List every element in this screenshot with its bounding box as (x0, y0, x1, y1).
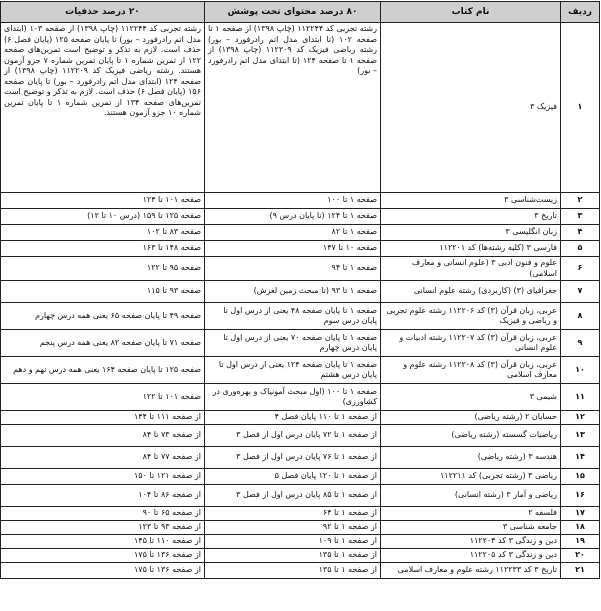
covered-content-cell: از صفحه ۱ تا ۹۲ (205, 521, 381, 535)
row-number-cell: ۱۵ (561, 469, 600, 485)
removed-content-cell: از صفحه ۷۷ تا ۸۴ (1, 447, 205, 469)
book-name-cell: ریاضی و آمار ۳ (رشته انسانی) (381, 485, 561, 507)
book-name-cell: دین و زندگی ۳ کد ۱۱۲۲۰۵ (381, 549, 561, 563)
removed-content-cell: از صفحه ۸۶ تا ۱۰۴ (1, 485, 205, 507)
book-name-cell: فلسفه ۲ (381, 507, 561, 521)
covered-content-cell: صفحه ۱ تا پایان صفحه ۷۰ یعنی از درس اول تا پایان درس چهارم (205, 330, 381, 357)
removed-content-cell: از صفحه ۶۵ تا ۹۰ (1, 507, 205, 521)
table-row (1, 257, 600, 281)
book-name-cell: علوم و فنون ادبی ۳ (علوم انسانی و معارف اسلامی) (381, 257, 561, 281)
book-name-cell: دین و زندگی ۳ کد ۱۱۲۲۰۴ (381, 535, 561, 549)
row-number-cell: ۱۸ (561, 521, 600, 535)
row-number-cell: ۱۷ (561, 507, 600, 521)
removed-content-cell: از صفحه ۹۳ تا ۱۲۳ (1, 521, 205, 535)
book-name-cell: تاریخ ۳ (381, 209, 561, 225)
row-number-cell: ۵ (561, 241, 600, 257)
table-row (1, 485, 600, 507)
covered-content-cell: از صفحه ۱ تا ۱۱۰ پایان فصل ۴ (205, 411, 381, 425)
covered-content-cell: از صفحه ۱ تا ۶۴ (205, 507, 381, 521)
covered-content-cell: از صفحه ۱ تا ۸۵ پایان درس اول از فصل ۳ (205, 485, 381, 507)
table-row (1, 411, 600, 425)
row-number-cell: ۱۹ (561, 535, 600, 549)
book-name-cell: جامعه شناسی ۳ (381, 521, 561, 535)
book-name-cell: جغرافیای (۳) (کاربردی) رشته علوم انسانی (381, 281, 561, 303)
table-row (1, 303, 600, 330)
covered-content-cell: رشته تجربی کد ۱۱۲۲۴۴ (چاپ ۱۳۹۸) از صفحه ۱ تا صفحه ۱۰۲ (تا ابتدای مدل اتم رادرفورد – بور) رشته ریاضی فیزیک کد ۱۱۲۲۰۹ (چاپ ۱۳۹۸) از صفحه ۱ تا صفحه ۱۲۴ (تا ابتدای مدل اتم رادرفورد – بور) (205, 23, 381, 193)
removed-content-cell: از صفحه ۱۳۶ تا ۱۷۵ (1, 563, 205, 579)
removed-content-cell: از صفحه ۱۱۱ تا ۱۴۴ (1, 411, 205, 425)
removed-content-cell: صفحه ۷۱ تا پایان صفحه ۸۲ یعنی همه درس پنجم (1, 330, 205, 357)
removed-content-cell: از صفحه ۱۳۶ تا ۱۷۵ (1, 549, 205, 563)
removed-content-cell: صفحه ۱۰۱ تا ۱۲۲ (1, 384, 205, 411)
covered-content-cell: صفحه ۱۰ تا ۱۴۷ (205, 241, 381, 257)
table-body (1, 23, 600, 579)
row-number-cell: ۱۰ (561, 357, 600, 384)
removed-content-cell: صفحه ۴۹ تا پایان صفحه ۶۵ یعنی همه درس چهارم (1, 303, 205, 330)
covered-content-cell: صفحه ۱ تا ۹۴ (205, 257, 381, 281)
table-row (1, 469, 600, 485)
removed-content-cell: صفحه ۹۳ تا ۱۱۵ (1, 281, 205, 303)
header-book-name: نام کتاب (381, 2, 561, 23)
book-name-cell: تاریخ ۳ کد ۱۱۲۲۳۳ رشته علوم و معارف اسلامی (381, 563, 561, 579)
book-name-cell: شیمی ۳ (381, 384, 561, 411)
covered-content-cell: از صفحه ۱ تا ۱۰۹ (205, 535, 381, 549)
removed-content-cell: صفحه ۱۴۸ تا ۱۶۳ (1, 241, 205, 257)
table-row (1, 330, 600, 357)
book-name-cell: عربی، زبان قرآن (۳) کد ۱۱۲۲۰۶ رشته علوم تجربی و ریاضی و فیزیک (381, 303, 561, 330)
table-row (1, 209, 600, 225)
book-name-cell: فارسی ۳ (کلیه رشته‌ها) کد ۱۱۲۲۰۱ (381, 241, 561, 257)
table-row (1, 447, 600, 469)
removed-content-cell: صفحه ۱۲۵ تا ۱۵۹ (درس ۱۰ تا ۱۲) (1, 209, 205, 225)
table-row (1, 507, 600, 521)
removed-content-cell: صفحه ۱۲۵ تا پایان صفحه ۱۶۴ یعنی همه درس نهم و دهم (1, 357, 205, 384)
removed-content-cell: صفحه ۱۰۱ تا ۱۲۴ (1, 193, 205, 209)
covered-content-cell: از صفحه ۱ تا ۱۲۰ پایان فصل ۵ (205, 469, 381, 485)
table-row (1, 535, 600, 549)
header-removed-content: ۲۰ درصد حذفیات (1, 2, 205, 23)
table-row (1, 563, 600, 579)
book-name-cell: حسابان ۲ (رشته ریاضی) (381, 411, 561, 425)
removed-content-cell: صفحه ۸۳ تا ۱۰۲ (1, 225, 205, 241)
row-number-cell: ۱۴ (561, 447, 600, 469)
covered-content-cell: صفحه ۱ تا پایان صفحه ۴۸ یعنی از درس اول تا پایان درس سوم (205, 303, 381, 330)
table-row (1, 384, 600, 411)
covered-content-cell: صفحه ۱ تا ۱۰۰ (اول مبحث آمونیاک و بهره‌وری در کشاورزی) (205, 384, 381, 411)
table-row (1, 193, 600, 209)
removed-content-table (0, 1, 600, 579)
row-number-cell: ۸ (561, 303, 600, 330)
covered-content-cell: از صفحه ۱ تا ۱۳۵ (205, 563, 381, 579)
covered-content-cell: صفحه ۱ تا ۱۲۴ (تا پایان درس ۹) (205, 209, 381, 225)
removed-content-cell: از صفحه ۷۳ تا ۸۴ (1, 425, 205, 447)
covered-content-cell: صفحه ۱ تا ۱۰۰ (205, 193, 381, 209)
row-number-cell: ۱۳ (561, 425, 600, 447)
book-name-cell: هندسه ۳ (رشته ریاضی) (381, 447, 561, 469)
row-number-cell: ۳ (561, 209, 600, 225)
table-row (1, 425, 600, 447)
covered-content-cell: از صفحه ۱ تا ۱۳۵ (205, 549, 381, 563)
row-number-cell: ۲ (561, 193, 600, 209)
table-row (1, 521, 600, 535)
book-name-cell: ریاضی ۳ (رشته تجربی) کد ۱۱۲۲۱۱ (381, 469, 561, 485)
book-name-cell: زیست‌شناسی ۳ (381, 193, 561, 209)
header-row (1, 2, 600, 23)
row-number-cell: ۴ (561, 225, 600, 241)
row-number-cell: ۹ (561, 330, 600, 357)
removed-content-cell: صفحه ۹۵ تا ۱۲۲ (1, 257, 205, 281)
removed-content-cell: از صفحه ۱۲۱ تا ۱۵۰ (1, 469, 205, 485)
covered-content-cell: صفحه ۱ تا ۸۲ (205, 225, 381, 241)
row-number-cell: ۲۰ (561, 549, 600, 563)
header-row-number: ردیف (561, 2, 600, 23)
book-name-cell: عربی، زبان قرآن (۳) کد ۱۱۲۲۰۸ رشته علوم و معارف اسلامی (381, 357, 561, 384)
row-number-cell: ۲۱ (561, 563, 600, 579)
covered-content-cell: صفحه ۱ تا پایان صفحه ۱۲۴ یعنی از درس اول تا پایان درس هشتم (205, 357, 381, 384)
table-row (1, 357, 600, 384)
row-number-cell: ۱ (561, 23, 600, 193)
covered-content-cell: از صفحه ۱ تا ۷۲ پایان درس اول از فصل ۳ (205, 425, 381, 447)
row-number-cell: ۱۲ (561, 411, 600, 425)
table-row (1, 281, 600, 303)
row-number-cell: ۶ (561, 257, 600, 281)
row-number-cell: ۱۶ (561, 485, 600, 507)
table-row (1, 549, 600, 563)
row-number-cell: ۱۱ (561, 384, 600, 411)
book-name-cell: عربی، زبان قرآن (۳) کد ۱۱۲۲۰۷ رشته ادبیات و علوم انسانی (381, 330, 561, 357)
table-row (1, 225, 600, 241)
covered-content-cell: صفحه ۱ تا ۹۳ (تا مبحث زمین لغزش) (205, 281, 381, 303)
removed-content-cell: رشته تجربی کد ۱۱۲۲۴۴ (چاپ ۱۳۹۸) از صفحه ۱۰۳ (ابتدای مدل اتم رادرفورد – بور) تا پایان صفحه ۱۲۵ (پایان فصل ۶) حذف است. لازم به تذکر و توضیح است تمرین‌های صفحه ۱۲۲ از تمرین شماره ۱ تا پایان تمرین شماره ۷ جزو آزمون هستند. رشته ریاضی فیزیک کد ۱۱۲۲۰۹ (چاپ ۱۳۹۸) از صفحه ۱۲۴ (ابتدای مدل اتم رادرفورد – بور) تا پایان صفحه ۱۵۶ (پایان فصل ۶) حذف است. لازم به تذکر و توضیح است تمرین‌های صفحه ۱۳۴ از تمرین شماره ۱ تا پایان تمرین شماره ۱۰ جزو آزمون هستند. (1, 23, 205, 193)
covered-content-cell: از صفحه ۱ تا ۷۶ پایان درس اول از فصل ۳ (205, 447, 381, 469)
header-covered-content: ۸۰ درصد محتوای تحت پوشش (205, 2, 381, 23)
book-name-cell: زبان انگلیسی ۳ (381, 225, 561, 241)
row-number-cell: ۷ (561, 281, 600, 303)
book-name-cell: ریاضیات گسسته (رشته ریاضی) (381, 425, 561, 447)
removed-content-cell: از صفحه ۱۱۰ تا ۱۴۵ (1, 535, 205, 549)
table-row (1, 23, 600, 193)
table-row (1, 241, 600, 257)
book-name-cell: فیزیک ۳ (381, 23, 561, 193)
